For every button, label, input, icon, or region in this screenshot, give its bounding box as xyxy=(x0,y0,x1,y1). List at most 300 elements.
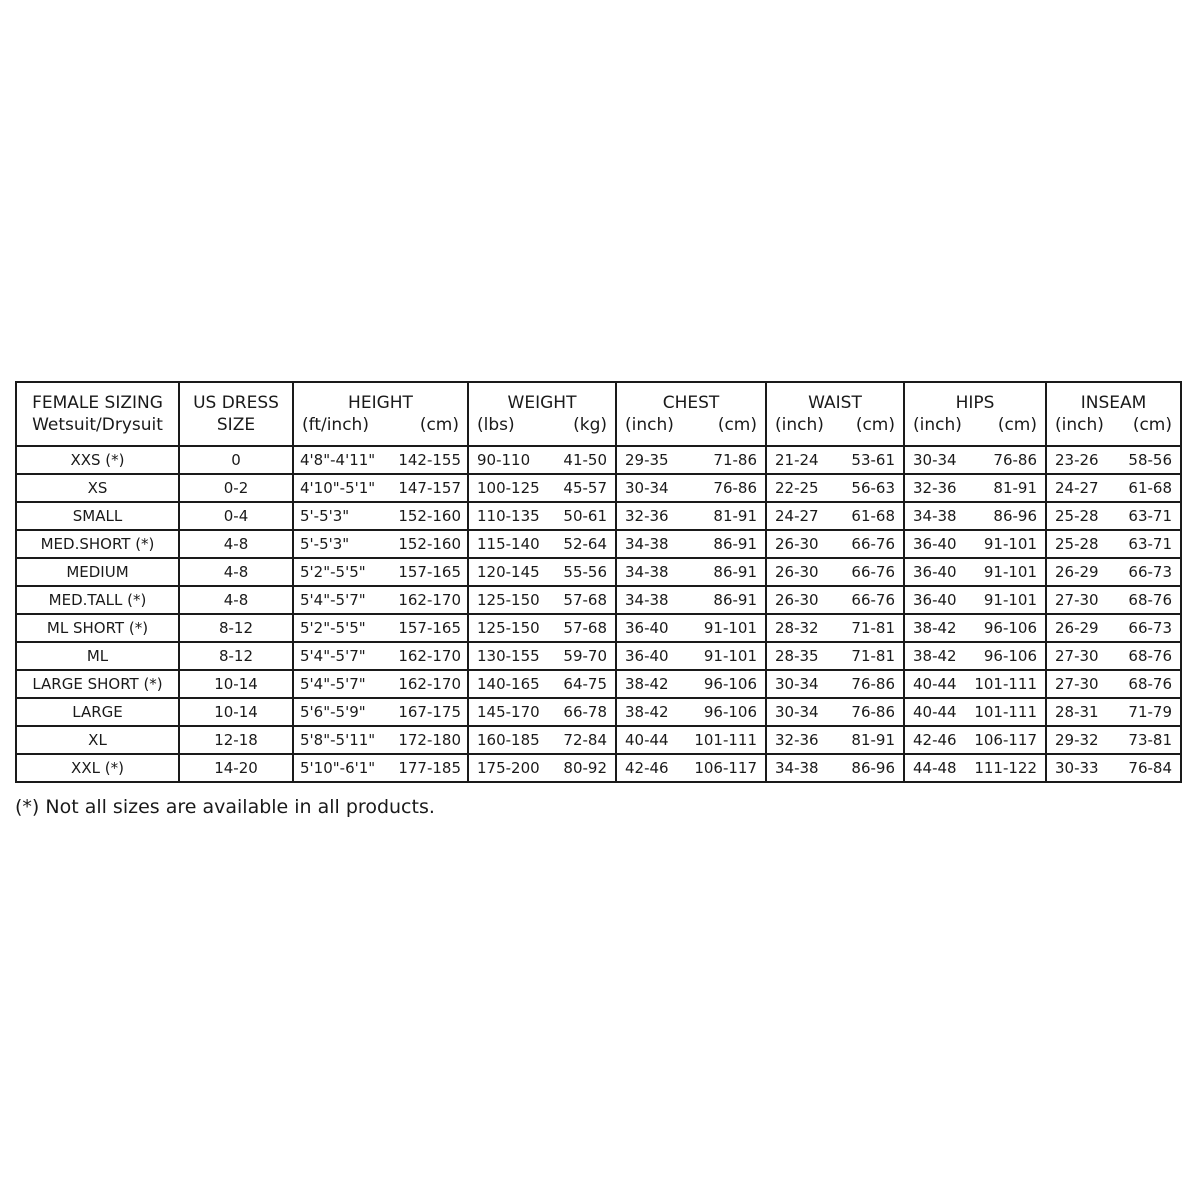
chest-cm-value: 96-106 xyxy=(703,703,757,721)
weight-kg-value: 57-68 xyxy=(563,591,607,609)
chest-cell xyxy=(616,670,766,698)
header-title: INSEAM xyxy=(1080,393,1147,413)
height-cell xyxy=(293,586,468,614)
weight-lbs-value: 115-140 xyxy=(477,535,540,553)
size-label: LARGE SHORT (*) xyxy=(32,675,163,693)
inseam-inch-value: 30-33 xyxy=(1055,759,1099,777)
weight-cell xyxy=(468,614,616,642)
height-ft-value: 5'-5'3" xyxy=(300,507,350,525)
table-row xyxy=(16,614,1181,642)
hips-cm-value: 81-91 xyxy=(993,479,1037,497)
us-dress-cell xyxy=(179,726,293,754)
us-dress-value: 4-8 xyxy=(223,563,249,581)
height-cell xyxy=(293,530,468,558)
size-cell xyxy=(16,446,179,474)
chest-inch-value: 32-36 xyxy=(625,507,669,525)
size-cell xyxy=(16,698,179,726)
height-cm-value: 177-185 xyxy=(398,759,461,777)
header-inseam xyxy=(1046,382,1181,446)
inseam-cell xyxy=(1046,474,1181,502)
size-cell xyxy=(16,754,179,782)
inseam-cell xyxy=(1046,670,1181,698)
chest-cell xyxy=(616,446,766,474)
waist-cell xyxy=(766,558,904,586)
size-label: ML SHORT (*) xyxy=(46,619,149,637)
us-dress-cell xyxy=(179,530,293,558)
header-title: CHEST xyxy=(662,393,720,413)
table-row xyxy=(16,446,1181,474)
size-label: ML xyxy=(86,647,109,665)
inseam-cm-value: 61-68 xyxy=(1128,479,1172,497)
us-dress-value: 10-14 xyxy=(214,675,258,693)
height-cell xyxy=(293,726,468,754)
hips-cm-value: 106-117 xyxy=(974,731,1037,749)
waist-inch-value: 26-30 xyxy=(775,563,819,581)
size-label: MED.TALL (*) xyxy=(48,591,147,609)
us-dress-value: 14-20 xyxy=(214,759,258,777)
chest-cell xyxy=(616,530,766,558)
size-label: MEDIUM xyxy=(66,563,129,581)
us-dress-value: 12-18 xyxy=(214,731,258,749)
waist-inch-value: 22-25 xyxy=(775,479,819,497)
weight-kg-value: 66-78 xyxy=(563,703,607,721)
size-cell xyxy=(16,558,179,586)
header-title: HEIGHT xyxy=(348,393,413,413)
header-female-sizing xyxy=(16,382,179,446)
us-dress-value: 0-2 xyxy=(223,479,249,497)
chest-cell xyxy=(616,614,766,642)
hips-cm-value: 76-86 xyxy=(993,451,1037,469)
chest-cell xyxy=(616,558,766,586)
height-cell xyxy=(293,642,468,670)
weight-cell xyxy=(468,726,616,754)
header-unit: (inch) xyxy=(1055,415,1104,435)
footnote: (*) Not all sizes are available in all products. xyxy=(15,796,435,818)
weight-lbs-value: 140-165 xyxy=(477,675,540,693)
size-label: SMALL xyxy=(72,507,123,525)
chest-cm-value: 91-101 xyxy=(703,619,757,637)
size-label: XL xyxy=(88,731,107,749)
hips-inch-value: 44-48 xyxy=(913,759,957,777)
height-cm-value: 142-155 xyxy=(398,451,461,469)
header-unit: (cm) xyxy=(997,415,1037,435)
height-ft-value: 5'6"-5'9" xyxy=(300,703,366,721)
height-cm-value: 167-175 xyxy=(398,703,461,721)
weight-kg-value: 80-92 xyxy=(563,759,607,777)
chest-cell xyxy=(616,502,766,530)
header-unit: (inch) xyxy=(775,415,824,435)
size-cell xyxy=(16,530,179,558)
inseam-cell xyxy=(1046,502,1181,530)
hips-cm-value: 91-101 xyxy=(983,591,1037,609)
inseam-inch-value: 25-28 xyxy=(1055,535,1099,553)
hips-cell xyxy=(904,586,1046,614)
hips-cell xyxy=(904,558,1046,586)
header-unit: (inch) xyxy=(913,415,962,435)
table-row xyxy=(16,726,1181,754)
inseam-cm-value: 66-73 xyxy=(1128,619,1172,637)
weight-lbs-value: 90-110 xyxy=(477,451,531,469)
waist-cell xyxy=(766,642,904,670)
inseam-inch-value: 26-29 xyxy=(1055,619,1099,637)
header-subtitle: Wetsuit/Drysuit xyxy=(32,415,163,435)
us-dress-cell xyxy=(179,670,293,698)
weight-lbs-value: 100-125 xyxy=(477,479,540,497)
weight-cell xyxy=(468,558,616,586)
inseam-inch-value: 24-27 xyxy=(1055,479,1099,497)
hips-inch-value: 42-46 xyxy=(913,731,957,749)
inseam-cm-value: 63-71 xyxy=(1128,535,1172,553)
hips-cell xyxy=(904,502,1046,530)
weight-kg-value: 64-75 xyxy=(563,675,607,693)
hips-cell xyxy=(904,614,1046,642)
inseam-cell xyxy=(1046,698,1181,726)
us-dress-cell xyxy=(179,642,293,670)
height-ft-value: 5'10"-6'1" xyxy=(300,759,376,777)
height-cm-value: 172-180 xyxy=(398,731,461,749)
height-ft-value: 4'10"-5'1" xyxy=(300,479,376,497)
weight-cell xyxy=(468,474,616,502)
inseam-inch-value: 23-26 xyxy=(1055,451,1099,469)
chest-cm-value: 71-86 xyxy=(713,451,757,469)
inseam-cell xyxy=(1046,530,1181,558)
header-unit: (cm) xyxy=(717,415,757,435)
waist-cm-value: 61-68 xyxy=(851,507,895,525)
chest-inch-value: 29-35 xyxy=(625,451,669,469)
hips-cell xyxy=(904,726,1046,754)
table-row xyxy=(16,754,1181,782)
height-ft-value: 5'8"-5'11" xyxy=(300,731,376,749)
us-dress-value: 0 xyxy=(231,451,241,469)
waist-inch-value: 30-34 xyxy=(775,703,819,721)
size-cell xyxy=(16,586,179,614)
us-dress-cell xyxy=(179,614,293,642)
hips-inch-value: 32-36 xyxy=(913,479,957,497)
inseam-cell xyxy=(1046,642,1181,670)
chest-inch-value: 38-42 xyxy=(625,675,669,693)
us-dress-cell xyxy=(179,446,293,474)
header-title: WEIGHT xyxy=(507,393,577,413)
header-title: WAIST xyxy=(808,393,862,413)
waist-inch-value: 28-35 xyxy=(775,647,819,665)
chest-inch-value: 38-42 xyxy=(625,703,669,721)
size-label: XS xyxy=(87,479,108,497)
inseam-cm-value: 68-76 xyxy=(1128,675,1172,693)
inseam-cm-value: 71-79 xyxy=(1128,703,1172,721)
hips-cell xyxy=(904,698,1046,726)
height-cell xyxy=(293,670,468,698)
weight-cell xyxy=(468,502,616,530)
height-cell xyxy=(293,446,468,474)
weight-kg-value: 50-61 xyxy=(563,507,607,525)
table-row xyxy=(16,586,1181,614)
hips-inch-value: 34-38 xyxy=(913,507,957,525)
chest-inch-value: 40-44 xyxy=(625,731,669,749)
weight-kg-value: 41-50 xyxy=(563,451,607,469)
height-cm-value: 152-160 xyxy=(398,535,461,553)
waist-cm-value: 76-86 xyxy=(851,675,895,693)
chest-inch-value: 34-38 xyxy=(625,535,669,553)
size-label: MED.SHORT (*) xyxy=(40,535,155,553)
hips-cell xyxy=(904,754,1046,782)
height-ft-value: 5'-5'3" xyxy=(300,535,350,553)
height-cell xyxy=(293,502,468,530)
hips-inch-value: 36-40 xyxy=(913,591,957,609)
inseam-inch-value: 28-31 xyxy=(1055,703,1099,721)
size-cell xyxy=(16,642,179,670)
waist-cm-value: 53-61 xyxy=(851,451,895,469)
height-cell xyxy=(293,698,468,726)
inseam-cm-value: 58-56 xyxy=(1128,451,1172,469)
waist-inch-value: 32-36 xyxy=(775,731,819,749)
header-subtitle: SIZE xyxy=(216,415,256,435)
waist-cell xyxy=(766,446,904,474)
header-unit: (lbs) xyxy=(477,415,515,435)
table-row xyxy=(16,474,1181,502)
weight-kg-value: 52-64 xyxy=(563,535,607,553)
height-ft-value: 5'2"-5'5" xyxy=(300,619,366,637)
table-row xyxy=(16,530,1181,558)
inseam-cell xyxy=(1046,558,1181,586)
weight-lbs-value: 110-135 xyxy=(477,507,540,525)
waist-cm-value: 56-63 xyxy=(851,479,895,497)
header-unit: (kg) xyxy=(573,415,607,435)
table-row xyxy=(16,502,1181,530)
height-cm-value: 157-165 xyxy=(398,563,461,581)
chest-cell xyxy=(616,586,766,614)
size-label: XXS (*) xyxy=(70,451,125,469)
us-dress-value: 4-8 xyxy=(223,591,249,609)
height-cm-value: 147-157 xyxy=(398,479,461,497)
hips-cm-value: 96-106 xyxy=(983,619,1037,637)
hips-inch-value: 40-44 xyxy=(913,703,957,721)
weight-lbs-value: 125-150 xyxy=(477,591,540,609)
weight-lbs-value: 145-170 xyxy=(477,703,540,721)
us-dress-value: 0-4 xyxy=(223,507,249,525)
chest-cm-value: 101-111 xyxy=(694,731,757,749)
table-row xyxy=(16,698,1181,726)
hips-inch-value: 40-44 xyxy=(913,675,957,693)
us-dress-value: 10-14 xyxy=(214,703,258,721)
chest-inch-value: 36-40 xyxy=(625,619,669,637)
inseam-cm-value: 66-73 xyxy=(1128,563,1172,581)
chest-cm-value: 76-86 xyxy=(713,479,757,497)
hips-cm-value: 96-106 xyxy=(983,647,1037,665)
hips-inch-value: 38-42 xyxy=(913,647,957,665)
waist-cell xyxy=(766,586,904,614)
waist-cell xyxy=(766,698,904,726)
inseam-inch-value: 26-29 xyxy=(1055,563,1099,581)
inseam-cm-value: 73-81 xyxy=(1128,731,1172,749)
weight-cell xyxy=(468,530,616,558)
hips-cell xyxy=(904,446,1046,474)
height-cell xyxy=(293,754,468,782)
us-dress-cell xyxy=(179,698,293,726)
us-dress-value: 8-12 xyxy=(218,647,254,665)
height-ft-value: 5'4"-5'7" xyxy=(300,591,366,609)
chest-cell xyxy=(616,754,766,782)
hips-inch-value: 38-42 xyxy=(913,619,957,637)
table-body xyxy=(16,446,1181,782)
size-label: LARGE xyxy=(72,703,123,721)
height-ft-value: 5'2"-5'5" xyxy=(300,563,366,581)
chest-inch-value: 36-40 xyxy=(625,647,669,665)
chest-cell xyxy=(616,474,766,502)
us-dress-cell xyxy=(179,474,293,502)
waist-cell xyxy=(766,530,904,558)
hips-cell xyxy=(904,670,1046,698)
header-us-dress-size xyxy=(179,382,293,446)
waist-cell xyxy=(766,726,904,754)
height-ft-value: 4'8"-4'11" xyxy=(300,451,376,469)
hips-cm-value: 86-96 xyxy=(993,507,1037,525)
height-cm-value: 152-160 xyxy=(398,507,461,525)
waist-cell xyxy=(766,670,904,698)
waist-inch-value: 24-27 xyxy=(775,507,819,525)
chest-cm-value: 81-91 xyxy=(713,507,757,525)
waist-cm-value: 71-81 xyxy=(851,619,895,637)
height-cm-value: 162-170 xyxy=(398,591,461,609)
chest-cell xyxy=(616,726,766,754)
inseam-inch-value: 27-30 xyxy=(1055,675,1099,693)
weight-cell xyxy=(468,754,616,782)
size-cell xyxy=(16,614,179,642)
inseam-cell xyxy=(1046,614,1181,642)
chest-cm-value: 86-91 xyxy=(713,591,757,609)
waist-cm-value: 71-81 xyxy=(851,647,895,665)
waist-cell xyxy=(766,614,904,642)
size-label: XXL (*) xyxy=(71,759,124,777)
header-unit: (inch) xyxy=(625,415,674,435)
hips-cm-value: 101-111 xyxy=(974,703,1037,721)
size-chart-table xyxy=(15,381,1182,783)
us-dress-cell xyxy=(179,754,293,782)
hips-cm-value: 91-101 xyxy=(983,563,1037,581)
waist-inch-value: 21-24 xyxy=(775,451,819,469)
us-dress-value: 4-8 xyxy=(223,535,249,553)
weight-cell xyxy=(468,446,616,474)
chest-inch-value: 42-46 xyxy=(625,759,669,777)
inseam-inch-value: 25-28 xyxy=(1055,507,1099,525)
height-cell xyxy=(293,474,468,502)
height-cell xyxy=(293,614,468,642)
weight-kg-value: 55-56 xyxy=(563,563,607,581)
us-dress-cell xyxy=(179,586,293,614)
inseam-cm-value: 68-76 xyxy=(1128,591,1172,609)
weight-lbs-value: 130-155 xyxy=(477,647,540,665)
hips-inch-value: 36-40 xyxy=(913,563,957,581)
header-unit: (cm) xyxy=(1132,415,1172,435)
hips-inch-value: 36-40 xyxy=(913,535,957,553)
chest-inch-value: 34-38 xyxy=(625,563,669,581)
inseam-inch-value: 27-30 xyxy=(1055,647,1099,665)
chest-cell xyxy=(616,698,766,726)
waist-cell xyxy=(766,754,904,782)
header-height xyxy=(293,382,468,446)
weight-kg-value: 59-70 xyxy=(563,647,607,665)
weight-cell xyxy=(468,698,616,726)
waist-inch-value: 28-32 xyxy=(775,619,819,637)
inseam-cm-value: 63-71 xyxy=(1128,507,1172,525)
weight-lbs-value: 125-150 xyxy=(477,619,540,637)
hips-cell xyxy=(904,474,1046,502)
inseam-cell xyxy=(1046,754,1181,782)
header-weight xyxy=(468,382,616,446)
height-cell xyxy=(293,558,468,586)
us-dress-value: 8-12 xyxy=(218,619,254,637)
hips-cell xyxy=(904,642,1046,670)
inseam-cell xyxy=(1046,586,1181,614)
height-cm-value: 157-165 xyxy=(398,619,461,637)
header-unit: (cm) xyxy=(419,415,459,435)
size-cell xyxy=(16,726,179,754)
hips-inch-value: 30-34 xyxy=(913,451,957,469)
table-row xyxy=(16,670,1181,698)
waist-cell xyxy=(766,474,904,502)
inseam-inch-value: 29-32 xyxy=(1055,731,1099,749)
weight-kg-value: 72-84 xyxy=(563,731,607,749)
waist-inch-value: 30-34 xyxy=(775,675,819,693)
chest-cm-value: 86-91 xyxy=(713,535,757,553)
header-waist xyxy=(766,382,904,446)
weight-cell xyxy=(468,670,616,698)
header-hips xyxy=(904,382,1046,446)
waist-cm-value: 76-86 xyxy=(851,703,895,721)
inseam-cm-value: 68-76 xyxy=(1128,647,1172,665)
weight-cell xyxy=(468,586,616,614)
weight-kg-value: 45-57 xyxy=(563,479,607,497)
us-dress-cell xyxy=(179,558,293,586)
chest-inch-value: 30-34 xyxy=(625,479,669,497)
table-header xyxy=(16,382,1181,446)
hips-cm-value: 91-101 xyxy=(983,535,1037,553)
waist-cm-value: 66-76 xyxy=(851,535,895,553)
header-chest xyxy=(616,382,766,446)
size-cell xyxy=(16,474,179,502)
hips-cm-value: 111-122 xyxy=(974,759,1037,777)
height-cm-value: 162-170 xyxy=(398,647,461,665)
inseam-cell xyxy=(1046,446,1181,474)
height-ft-value: 5'4"-5'7" xyxy=(300,647,366,665)
header-unit: (cm) xyxy=(855,415,895,435)
weight-lbs-value: 175-200 xyxy=(477,759,540,777)
waist-inch-value: 26-30 xyxy=(775,535,819,553)
us-dress-cell xyxy=(179,502,293,530)
size-cell xyxy=(16,502,179,530)
chest-cm-value: 86-91 xyxy=(713,563,757,581)
header-unit: (ft/inch) xyxy=(302,415,369,435)
hips-cell xyxy=(904,530,1046,558)
weight-kg-value: 57-68 xyxy=(563,619,607,637)
waist-cell xyxy=(766,502,904,530)
weight-lbs-value: 160-185 xyxy=(477,731,540,749)
size-cell xyxy=(16,670,179,698)
header-title: FEMALE SIZING xyxy=(32,393,163,413)
chest-inch-value: 34-38 xyxy=(625,591,669,609)
chest-cell xyxy=(616,642,766,670)
weight-cell xyxy=(468,642,616,670)
waist-inch-value: 26-30 xyxy=(775,591,819,609)
waist-inch-value: 34-38 xyxy=(775,759,819,777)
height-cm-value: 162-170 xyxy=(398,675,461,693)
waist-cm-value: 66-76 xyxy=(851,563,895,581)
weight-lbs-value: 120-145 xyxy=(477,563,540,581)
hips-cm-value: 101-111 xyxy=(974,675,1037,693)
inseam-cm-value: 76-84 xyxy=(1128,759,1172,777)
chest-cm-value: 106-117 xyxy=(694,759,757,777)
header-title: US DRESS xyxy=(193,393,279,413)
waist-cm-value: 86-96 xyxy=(851,759,895,777)
